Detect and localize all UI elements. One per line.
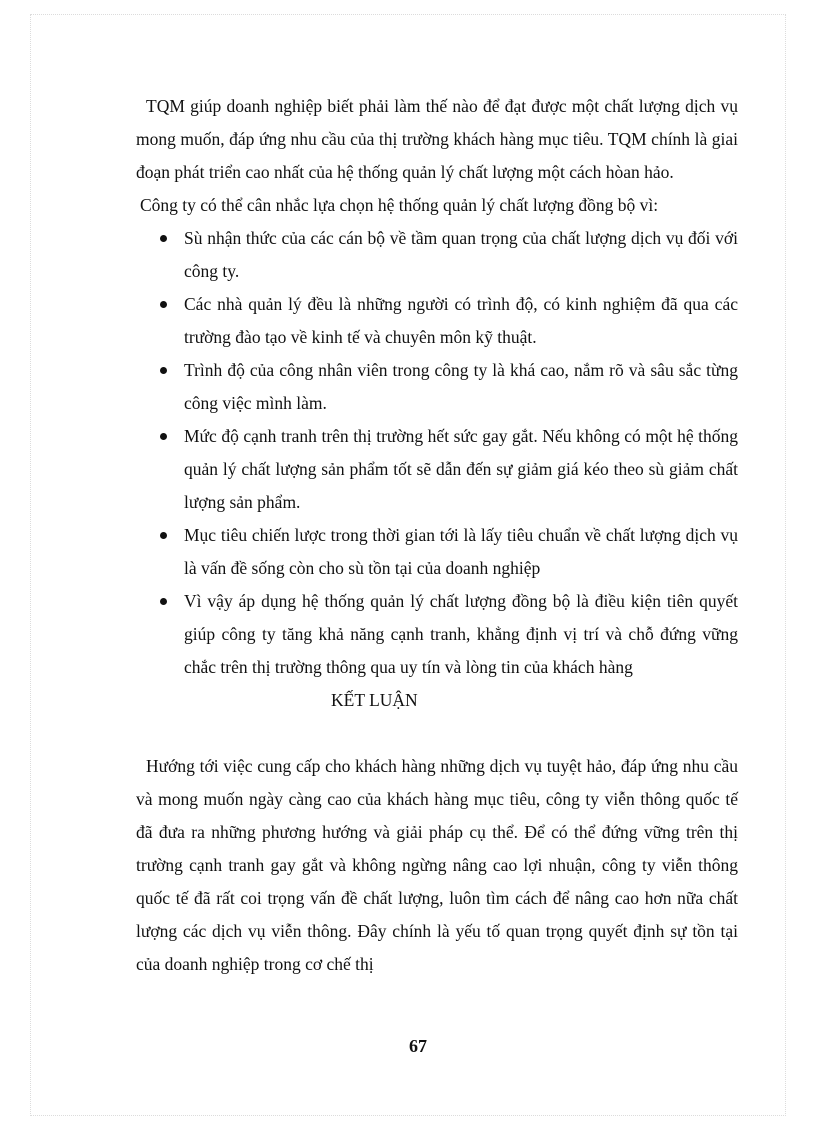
- bullet-dot-icon: [160, 598, 167, 605]
- list-item-text: Vì vậy áp dụng hệ thống quản lý chất lượng đồng bộ là điều kiện tiên quyết giúp công ty tăng khả năng cạnh tranh, khẳng định vị trí và chỗ đứng vững chắc trên thị trường thông qua uy tín và lòng tin của khách hàng: [184, 591, 738, 677]
- intro-paragraph-tqm: TQM giúp doanh nghiệp biết phải làm thế nào để đạt được một chất lượng dịch vụ mong muốn, đáp ứng nhu cầu của thị trường khách hàng mục tiêu. TQM chính là giai đoạn phát triển cao nhất của hệ thống quản lý chất lượng một cách hòan hảo.: [136, 96, 738, 182]
- page-number: 67: [409, 1036, 427, 1056]
- intro-paragraph-reasons: Công ty có thể cân nhắc lựa chọn hệ thống quản lý chất lượng đồng bộ vì:: [140, 195, 659, 215]
- list-item-text: Sù nhận thức của các cán bộ về tầm quan trọng của chất lượng dịch vụ đối với công ty.: [184, 228, 738, 281]
- list-item-text: Các nhà quản lý đều là những người có trình độ, có kinh nghiệm đã qua các trường đào tạo về kinh tế và chuyên môn kỹ thuật.: [184, 294, 738, 347]
- bullet-dot-icon: [160, 433, 167, 440]
- bullet-dot-icon: [160, 301, 167, 308]
- conclusion-heading: KẾT LUẬN: [331, 690, 418, 710]
- list-item: [136, 420, 738, 519]
- list-item-text: Mục tiêu chiến lược trong thời gian tới là lấy tiêu chuẩn về chất lượng dịch vụ là vấn đề sống còn cho sù tồn tại của doanh nghiệp: [184, 525, 738, 578]
- bullet-dot-icon: [160, 532, 167, 539]
- list-item-text: Mức độ cạnh tranh trên thị trường hết sức gay gắt. Nếu không có một hệ thống quản lý chất lượng sản phẩm tốt sẽ dẫn đến sự giảm giá kéo theo sù giảm chất lượng sản phẩm.: [184, 426, 738, 512]
- conclusion-paragraph: Hướng tới việc cung cấp cho khách hàng những dịch vụ tuyệt hảo, đáp ứng nhu cầu và mong muốn ngày càng cao của khách hàng mục tiêu, công ty viễn thông quốc tế đã đưa ra những phương hướng và giải pháp cụ thể. Để có thể đứng vững trên thị trường cạnh tranh gay gắt và không ngừng nâng cao lợi nhuận, công ty viễn thông quốc tế đã rất coi trọng vấn đề chất lượng, luôn tìm cách để nâng cao hơn nữa chất lượng các dịch vụ viễn thông. Đây chính là yếu tố quan trọng quyết định sự tồn tại của doanh nghiệp trong cơ chế thị: [136, 756, 738, 974]
- list-item: [136, 354, 738, 420]
- list-item: [136, 585, 738, 684]
- list-item: [136, 222, 738, 288]
- list-item: [136, 288, 738, 354]
- bullet-dot-icon: [160, 235, 167, 242]
- bullet-dot-icon: [160, 367, 167, 374]
- reasons-list: [136, 222, 738, 684]
- document-body: [136, 90, 738, 981]
- list-item-text: Trình độ của công nhân viên trong công ty là khá cao, nắm rõ và sâu sắc từng công việc mình làm.: [184, 360, 738, 413]
- list-item: [136, 519, 738, 585]
